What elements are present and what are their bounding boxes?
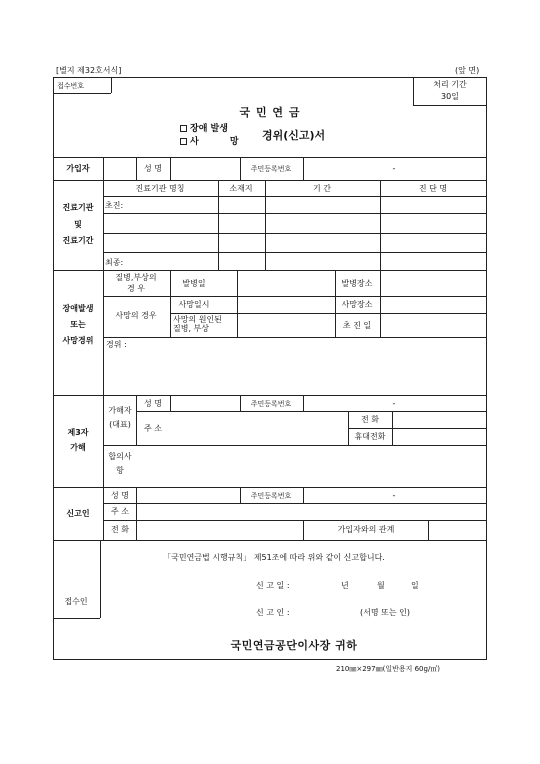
onset-place-label: 발병장소 — [341, 279, 373, 288]
subscriber-divider-2 — [170, 157, 171, 180]
third-party-divider-5 — [348, 411, 349, 445]
medical-col-diagnosis: 진 단 명 — [418, 184, 448, 193]
third-party-row-line-2 — [348, 428, 487, 429]
receipt-no-label: 접수번호 — [57, 82, 85, 90]
reporter-divider-1 — [136, 487, 137, 540]
reporter-sign-label: 신 고 인 : — [256, 608, 290, 617]
report-date-month: 월 — [377, 581, 385, 590]
third-party-address-label: 주 소 — [144, 424, 162, 433]
reporter-divider-3 — [303, 487, 304, 503]
option-death-label: 사 망 — [190, 137, 253, 147]
reporter-label: 신고인 — [66, 509, 90, 518]
third-party-divider-3 — [240, 395, 241, 411]
third-party-divider-1 — [136, 395, 137, 445]
reporter-relation-label: 가입자와의 관계 — [337, 525, 395, 534]
reporter-divider-4 — [303, 520, 304, 540]
medical-divider-2 — [265, 180, 266, 270]
reporter-phone-label: 전 화 — [111, 525, 129, 534]
third-party-divider-2 — [170, 395, 171, 411]
period-divider — [413, 77, 414, 105]
third-party-bottom-line — [53, 487, 487, 488]
side-label: (앞 면) — [455, 66, 480, 75]
form-number: [별지 제32호서식] — [56, 66, 122, 75]
third-party-rrn-sep: - — [392, 399, 396, 408]
medical-row-line-3 — [103, 233, 487, 234]
period-bottom-line — [413, 105, 487, 106]
subscriber-divider-3 — [240, 157, 241, 180]
third-party-row-line-3 — [103, 445, 487, 446]
subscriber-label: 가입자 — [66, 164, 90, 173]
disability-label-2: 또는 — [70, 320, 86, 329]
subscriber-divider-1 — [136, 157, 137, 180]
medical-row-line-4 — [103, 252, 487, 253]
reporter-divider-5 — [428, 520, 429, 540]
medical-row-line-2 — [103, 213, 487, 214]
reporter-address-label: 주 소 — [111, 507, 129, 516]
medical-label-3: 진료기간 — [62, 236, 94, 245]
medical-row-line-1 — [103, 196, 487, 197]
subscriber-name-label: 성 명 — [144, 164, 162, 173]
declaration-statement: 「국민연금법 시행규칙」 제51조에 따라 위와 같이 신고합니다. — [163, 553, 385, 562]
death-place-label: 사망장소 — [341, 300, 373, 309]
reporter-rrn-label: 주민등록번호 — [250, 492, 292, 500]
disability-row-line-3 — [103, 337, 487, 338]
reporter-name-label: 성 명 — [111, 491, 129, 500]
onset-date-label: 발병일 — [182, 279, 206, 288]
reporter-divider-2 — [240, 487, 241, 503]
medical-divider-1 — [218, 180, 219, 270]
report-date-day: 일 — [411, 581, 419, 590]
third-party-mobile-label: 휴대전화 — [354, 432, 386, 441]
third-party-row-line-1 — [136, 411, 487, 412]
medical-divider-3 — [380, 180, 381, 270]
history-label: 경위 : — [106, 340, 127, 349]
reporter-row-line-1 — [103, 503, 487, 504]
title-main: 국 민 연 금 — [239, 106, 301, 119]
disability-divider-3 — [335, 270, 336, 337]
receiver-divider — [100, 540, 101, 618]
addressee: 국민연금공단이사장 귀하 — [230, 639, 358, 652]
disability-row-line-2 — [170, 313, 487, 314]
case-illness-2: 경 우 — [127, 284, 145, 293]
receipt-divider — [111, 77, 112, 93]
medical-col-name: 진료기관 명칭 — [135, 184, 185, 193]
medical-col-period: 기 간 — [313, 184, 331, 193]
perpetrator-label-1: 가해자 — [108, 406, 132, 415]
disability-row-line-1 — [103, 296, 487, 297]
medical-label-2: 및 — [74, 220, 82, 229]
third-party-label-1: 제3자 — [67, 428, 89, 437]
reporter-bottom-line — [53, 540, 487, 541]
third-party-rrn-label: 주민등록번호 — [250, 400, 292, 408]
option-disability — [180, 124, 228, 135]
cause-label-2: 질병, 부상 — [173, 324, 209, 333]
reporter-rrn-sep: - — [392, 491, 396, 500]
medical-first-visit: 초진: — [105, 201, 124, 210]
sign-note: (서명 또는 인) — [360, 608, 410, 617]
case-death-label: 사망의 경우 — [115, 311, 157, 320]
settlement-label-1: 합의사 — [108, 452, 132, 461]
report-date-year: 년 — [341, 581, 349, 590]
reporter-row-line-2 — [103, 520, 487, 521]
settlement-label-2: 항 — [116, 466, 124, 475]
subscriber-divider-4 — [303, 157, 304, 180]
case-illness-1: 질병,부상의 — [115, 273, 157, 282]
medical-col-location: 소재지 — [229, 184, 253, 193]
perpetrator-label-2: (대표) — [109, 420, 131, 429]
third-party-label-2: 가해 — [70, 443, 86, 452]
label-column-line — [103, 157, 104, 540]
disability-divider-4 — [380, 270, 381, 337]
third-party-divider-4 — [303, 395, 304, 411]
third-party-divider-6 — [392, 411, 393, 445]
medical-bottom-line — [53, 270, 487, 271]
disability-divider-1 — [170, 270, 171, 337]
medical-label-1: 진료기관 — [62, 203, 94, 212]
third-party-name-label: 성 명 — [144, 399, 162, 408]
receiver-bottom-line — [53, 618, 100, 619]
medical-last-visit: 최종: — [105, 258, 124, 267]
cause-label-1: 사망의 원인된 — [173, 315, 222, 324]
period-label: 처리 기간 — [433, 80, 467, 89]
disability-bottom-line — [53, 395, 487, 396]
disability-label-1: 장애발생 — [62, 304, 94, 313]
receipt-row-line — [53, 93, 111, 94]
disability-label-3: 사망경위 — [62, 336, 94, 345]
title-suffix: 경위(신고)서 — [262, 129, 326, 142]
receiver-label: 접수인 — [64, 597, 88, 606]
subscriber-bottom-line — [53, 180, 487, 181]
subscriber-rrn-sep: - — [392, 164, 396, 173]
option-death — [180, 137, 253, 148]
disability-divider-2 — [237, 270, 238, 337]
title-bottom-line — [53, 157, 487, 158]
first-exam-label: 초 진 일 — [342, 321, 372, 330]
checkbox-disability[interactable] — [180, 125, 187, 132]
checkbox-death[interactable] — [180, 138, 187, 145]
subscriber-rrn-label: 주민등록번호 — [250, 165, 292, 173]
paper-spec: 210㎜×297㎜(일반용지 60g/㎡) — [336, 665, 441, 673]
option-disability-label: 장애 발생 — [190, 124, 228, 134]
period-value: 30일 — [441, 92, 459, 101]
third-party-phone-label: 전 화 — [361, 415, 379, 424]
report-date-label: 신 고 일 : — [256, 581, 290, 590]
death-date-label: 사망일시 — [178, 300, 210, 309]
